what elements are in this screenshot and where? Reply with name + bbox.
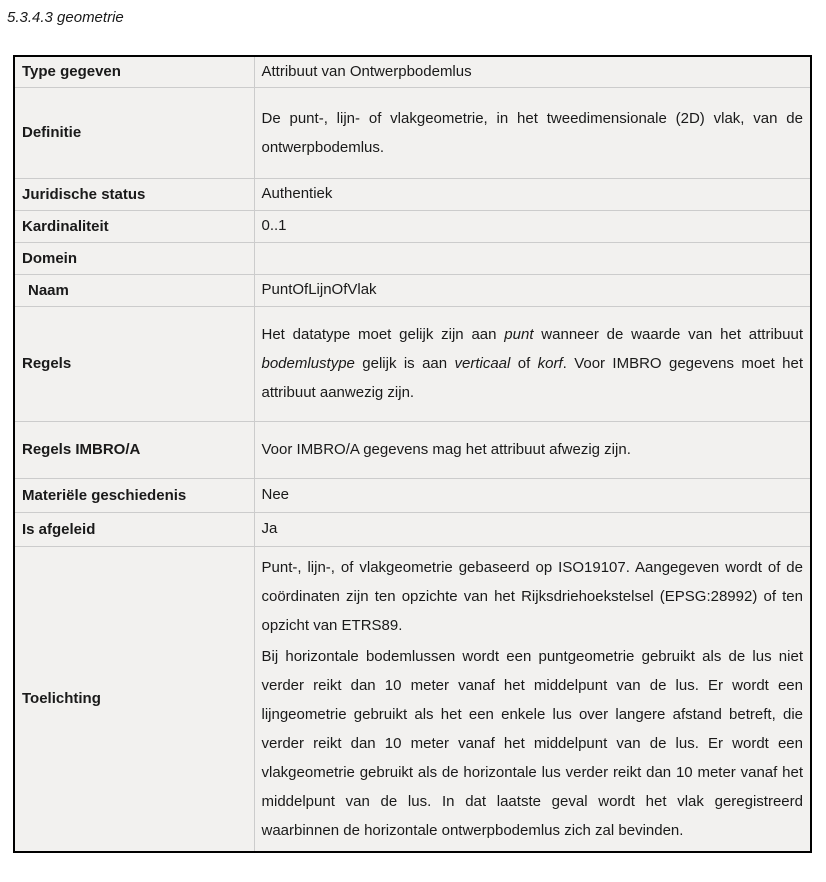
text-segment: PuntOfLijnOfVlak — [261, 281, 377, 298]
table-row — [14, 87, 811, 178]
table-row — [14, 242, 811, 274]
document-page — [0, 9, 826, 853]
table-row — [14, 306, 811, 421]
text-segment: of — [510, 355, 538, 372]
text-segment: Attribuut van Ontwerpbodemlus — [261, 62, 472, 80]
table-row — [14, 274, 811, 306]
row-label: Regels — [14, 306, 254, 421]
value-paragraph — [262, 553, 804, 640]
text-segment: Bij horizontale bodemlussen wordt een puntgeometrie gebruikt als de lus niet verder reikt dan 10 meter vanaf het middelpunt van de lus. Er wordt een lijngeometrie gebruikt als het een enkele lus over langere afstand betreft, die verder reikt dan 10 meter vanaf het middelpunt van de lus. Er wordt een vlakgeometrie gebruikt als de horizontale lus verder reikt dan 10 meter vanaf het middelpunt van de lus. In dat laatste geval wordt het vlak geregistreerd waarbinnen de horizontale ontwerpbodemlus zich zal bevinden. — [261, 647, 803, 839]
text-segment: Het datatype moet gelijk zijn aan — [261, 326, 505, 343]
text-segment: Nee — [261, 486, 290, 503]
row-label: Toelichting — [14, 546, 254, 852]
row-value — [254, 56, 811, 87]
text-segment: . Voor IMBRO gegevens moet het attribuut aanwezig zijn. — [261, 355, 803, 401]
spec-table-body — [14, 56, 811, 852]
row-value — [254, 306, 811, 421]
table-row — [14, 56, 811, 87]
italic-term: bodemlustype — [261, 355, 355, 372]
row-value — [254, 546, 811, 852]
italic-term: korf — [537, 355, 563, 372]
value-paragraph — [262, 280, 804, 300]
table-row — [14, 546, 811, 852]
text-segment: wanneer de waarde van het attribuut — [533, 326, 803, 343]
value-paragraph — [262, 485, 804, 505]
italic-term: verticaal — [454, 355, 511, 372]
value-paragraph — [262, 642, 804, 845]
row-label: Materiële geschiedenis — [14, 478, 254, 512]
value-paragraph — [262, 519, 804, 539]
text-segment: Punt-, lijn-, of vlakgeometrie gebaseerd op ISO19107. Aangegeven wordt of de coördinaten zijn ten opzichte van het Rijksdriehoekstelsel (EPSG:28992) of ten opzicht van ETRS89. — [261, 558, 803, 634]
text-segment: De punt-, lijn- of vlakgeometrie, in het tweedimensionale (2D) vlak, van de ontwerpbodemlus. — [261, 109, 803, 156]
row-value — [254, 242, 811, 274]
text-segment: Ja — [261, 520, 278, 537]
table-row — [14, 178, 811, 210]
row-label: Domein — [14, 242, 254, 274]
value-paragraph — [262, 184, 804, 204]
row-label: Regels IMBRO/A — [14, 421, 254, 478]
row-label: Kardinaliteit — [14, 210, 254, 242]
text-segment: Authentiek — [261, 185, 333, 202]
section-heading: 5.3.4.3 geometrie — [7, 9, 124, 26]
text-segment: 0..1 — [261, 217, 287, 234]
row-label: Definitie — [14, 87, 254, 178]
row-value — [254, 421, 811, 478]
table-row — [14, 512, 811, 546]
row-value — [254, 178, 811, 210]
row-label: Is afgeleid — [14, 512, 254, 546]
value-paragraph — [262, 320, 804, 407]
value-paragraph — [262, 104, 804, 162]
row-value — [254, 87, 811, 178]
attribute-spec-table — [13, 55, 812, 853]
value-paragraph — [262, 435, 804, 464]
value-paragraph — [262, 62, 804, 82]
row-label: Juridische status — [14, 178, 254, 210]
row-value — [254, 274, 811, 306]
row-value — [254, 478, 811, 512]
text-segment: gelijk is aan — [354, 355, 455, 372]
italic-term: punt — [504, 326, 534, 343]
text-segment: Voor IMBRO/A gegevens mag het attribuut afwezig zijn. — [261, 441, 631, 458]
row-value — [254, 512, 811, 546]
table-row — [14, 421, 811, 478]
row-value — [254, 210, 811, 242]
value-paragraph — [262, 216, 804, 236]
row-label: Naam — [14, 274, 254, 306]
row-label: Type gegeven — [14, 56, 254, 87]
table-row — [14, 478, 811, 512]
table-row — [14, 210, 811, 242]
